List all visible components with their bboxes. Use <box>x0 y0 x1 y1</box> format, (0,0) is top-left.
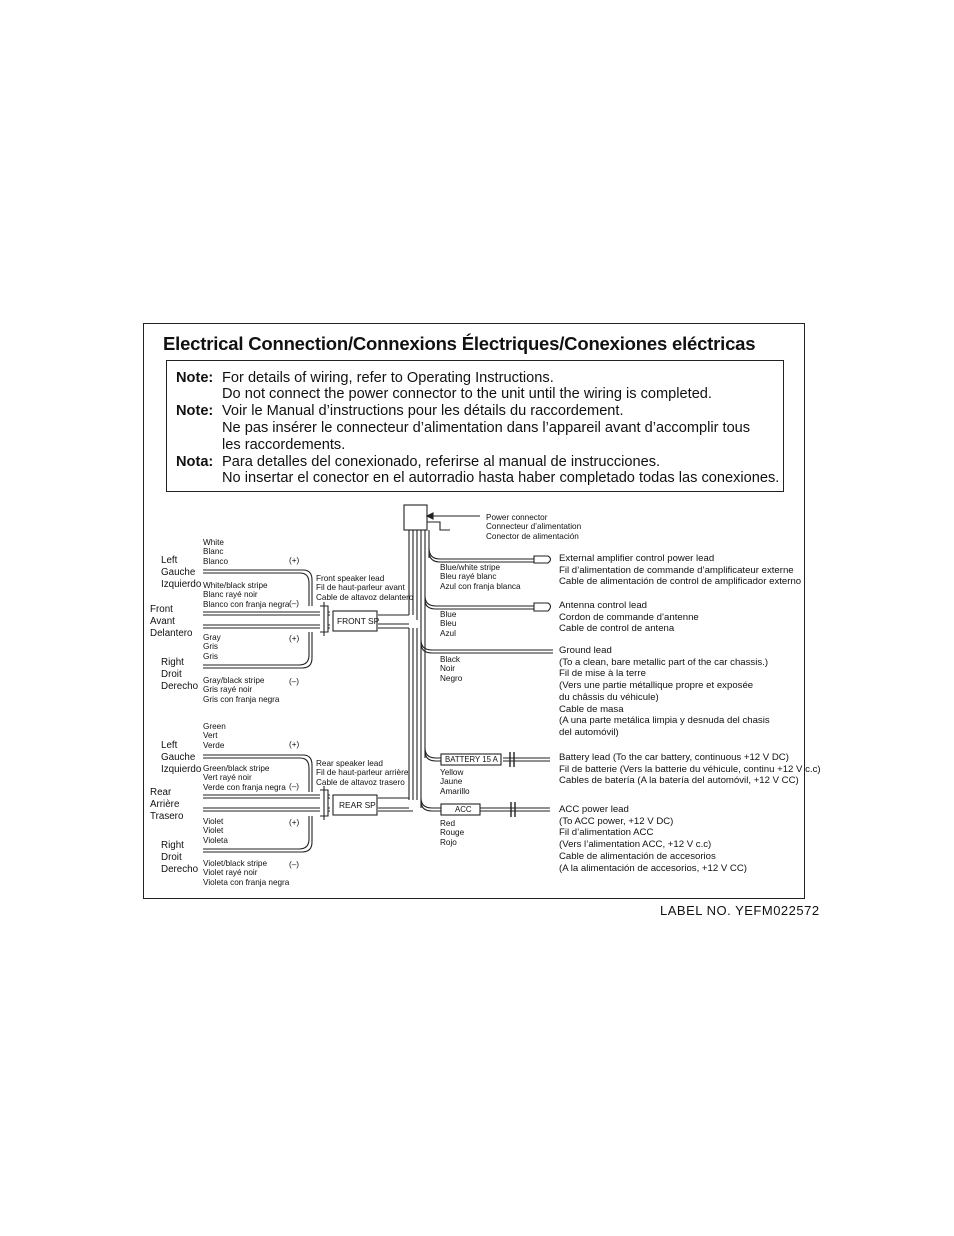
red-wire-label: Red Rouge Rojo <box>440 819 465 847</box>
note-text: Para detalles del conexionado, referirse al manual de instrucciones. <box>222 454 661 470</box>
front-right-label: Right Droit Derecho <box>161 657 199 692</box>
front-left-pos-colour: White Blanc Blanco <box>203 538 229 566</box>
rear-right-pos-colour: Violet Violet Violeta <box>203 817 228 845</box>
rear-left-neg-colour: Green/black stripe Vert rayé noir Verde con franja negra <box>203 764 286 792</box>
note-text: Voir le Manual d’instructions pour les détails du raccordement. <box>222 403 624 419</box>
front-right-minus: (–) <box>289 677 300 686</box>
power-connector-label: Power connector Connecteur d’alimentation Conector de alimentación <box>486 513 582 541</box>
amp-wire <box>429 548 534 559</box>
blue-white-wire-label: Blue/white stripe Bleu rayé blanc Azul con franja blanca <box>440 563 521 591</box>
amp-wire <box>429 551 534 562</box>
front-left-plus: (+) <box>289 556 300 565</box>
amp-lead-description: External amplifier control power lead Fil d’alimentation de commande d’amplificateur externe Cable de alimentación de control de amplificador externo <box>559 553 802 588</box>
power-connector-arrow <box>427 513 433 519</box>
rear-right-plus: (+) <box>289 818 300 827</box>
rear-group-label: Rear Arrière Trasero <box>150 787 184 822</box>
rear-right-minus: (–) <box>289 860 300 869</box>
power-connector-body <box>404 505 427 530</box>
rear-left-plus: (+) <box>289 740 300 749</box>
ground-wire <box>421 640 553 650</box>
front-left-neg-colour: White/black stripe Blanc rayé noir Blanco con franja negra <box>203 581 290 609</box>
ground-lead-description: Ground lead (To a clean, bare metallic part of the car chassis.) Fil de mise à la terre (Vers une partie métallique propre et exposée du châssis du véhicule) Cable de masa (A una parte metálica limpia y desnuda del chasis del automóvil) <box>559 645 770 738</box>
rear-right-neg-colour: Violet/black stripe Violet rayé noir Violeta con franja negra <box>203 859 290 887</box>
note-text: Do not connect the power connector to the unit until the wiring is completed. <box>222 386 712 402</box>
note-label: Nota: <box>176 454 214 470</box>
acc-wire <box>421 798 441 808</box>
note-text: For details of wiring, refer to Operating Instructions. <box>222 370 554 386</box>
black-wire-label: Black Noir Negro <box>440 655 463 683</box>
acc-fuse-label: ACC <box>455 805 472 814</box>
rear-sp-box-label: REAR SP <box>339 800 376 810</box>
front-left-label: Left Gauche Izquierdo <box>161 555 202 590</box>
antenna-wire <box>425 600 534 609</box>
rear-speaker-lead-label: Rear speaker lead Fil de haut-parleur arrière Cable de altavoz trasero <box>316 759 409 787</box>
blue-wire-label: Blue Bleu Azul <box>440 610 457 638</box>
battery-fuse-label: BATTERY 15 A <box>445 755 498 764</box>
antenna-lead-description: Antenna control lead Cordon de commande d’antenne Cable de control de antena <box>559 600 699 635</box>
front-right-plus: (+) <box>289 634 300 643</box>
ground-wire <box>421 643 553 653</box>
label-number: LABEL NO. YEFM022572 <box>660 903 820 915</box>
note-text: les raccordements. <box>222 437 346 453</box>
front-sp-box-label: FRONT SP <box>337 616 380 626</box>
acc-lead-description: ACC power lead (To ACC power, +12 V DC) Fil d’alimentation ACC (Vers l’alimentation ACC, +12 V c.c) Cable de alimentación de accesorios (A la alimentación de accesorios, +12 V CC) <box>559 804 747 874</box>
front-sp-wire <box>300 573 309 606</box>
front-sp-wire <box>303 570 312 606</box>
note-label: Note: <box>176 370 214 386</box>
antenna-wire <box>425 596 534 606</box>
battery-terminal <box>510 752 514 767</box>
rear-left-minus: (–) <box>289 782 300 791</box>
page-title: Electrical Connection/Connexions Électriques/Conexiones eléctricas <box>163 333 756 354</box>
yellow-wire-label: Yellow Jaune Amarillo <box>440 768 470 796</box>
rear-sp-wire <box>300 758 309 792</box>
rear-right-label: Right Droit Derecho <box>161 840 199 875</box>
amp-connector <box>534 556 551 563</box>
note-label: Note: <box>176 403 214 419</box>
battery-lead-description: Battery lead (To the car battery, continuous +12 V DC) Fil de batterie (Vers la batterie du véhicule, continu +12 V c.c) Cables de batería (A la batería del automóvil, +12 V CC) <box>559 752 821 787</box>
acc-terminal <box>511 802 515 817</box>
rear-left-label: Left Gauche Izquierdo <box>161 740 202 775</box>
front-left-minus: (–) <box>289 599 300 608</box>
front-group-label: Front Avant Delantero <box>150 604 193 639</box>
front-right-neg-colour: Gray/black stripe Gris rayé noir Gris con franja negra <box>203 676 280 704</box>
rear-left-pos-colour: Green Vert Verde <box>203 722 226 750</box>
battery-wire <box>425 748 441 758</box>
antenna-connector <box>534 603 551 611</box>
power-connector-tab <box>427 522 450 530</box>
battery-wire <box>425 751 441 761</box>
front-right-pos-colour: Gray Gris Gris <box>203 633 221 661</box>
note-text: No insertar el conector en el autorradio hasta haber completado todas las conexiones. <box>222 470 780 486</box>
front-speaker-lead-label: Front speaker lead Fil de haut-parleur avant Cable de altavoz delantero <box>316 574 414 602</box>
note-text: Ne pas insérer le connecteur d’alimentation dans l’appareil avant d’accomplir tous <box>222 420 751 436</box>
